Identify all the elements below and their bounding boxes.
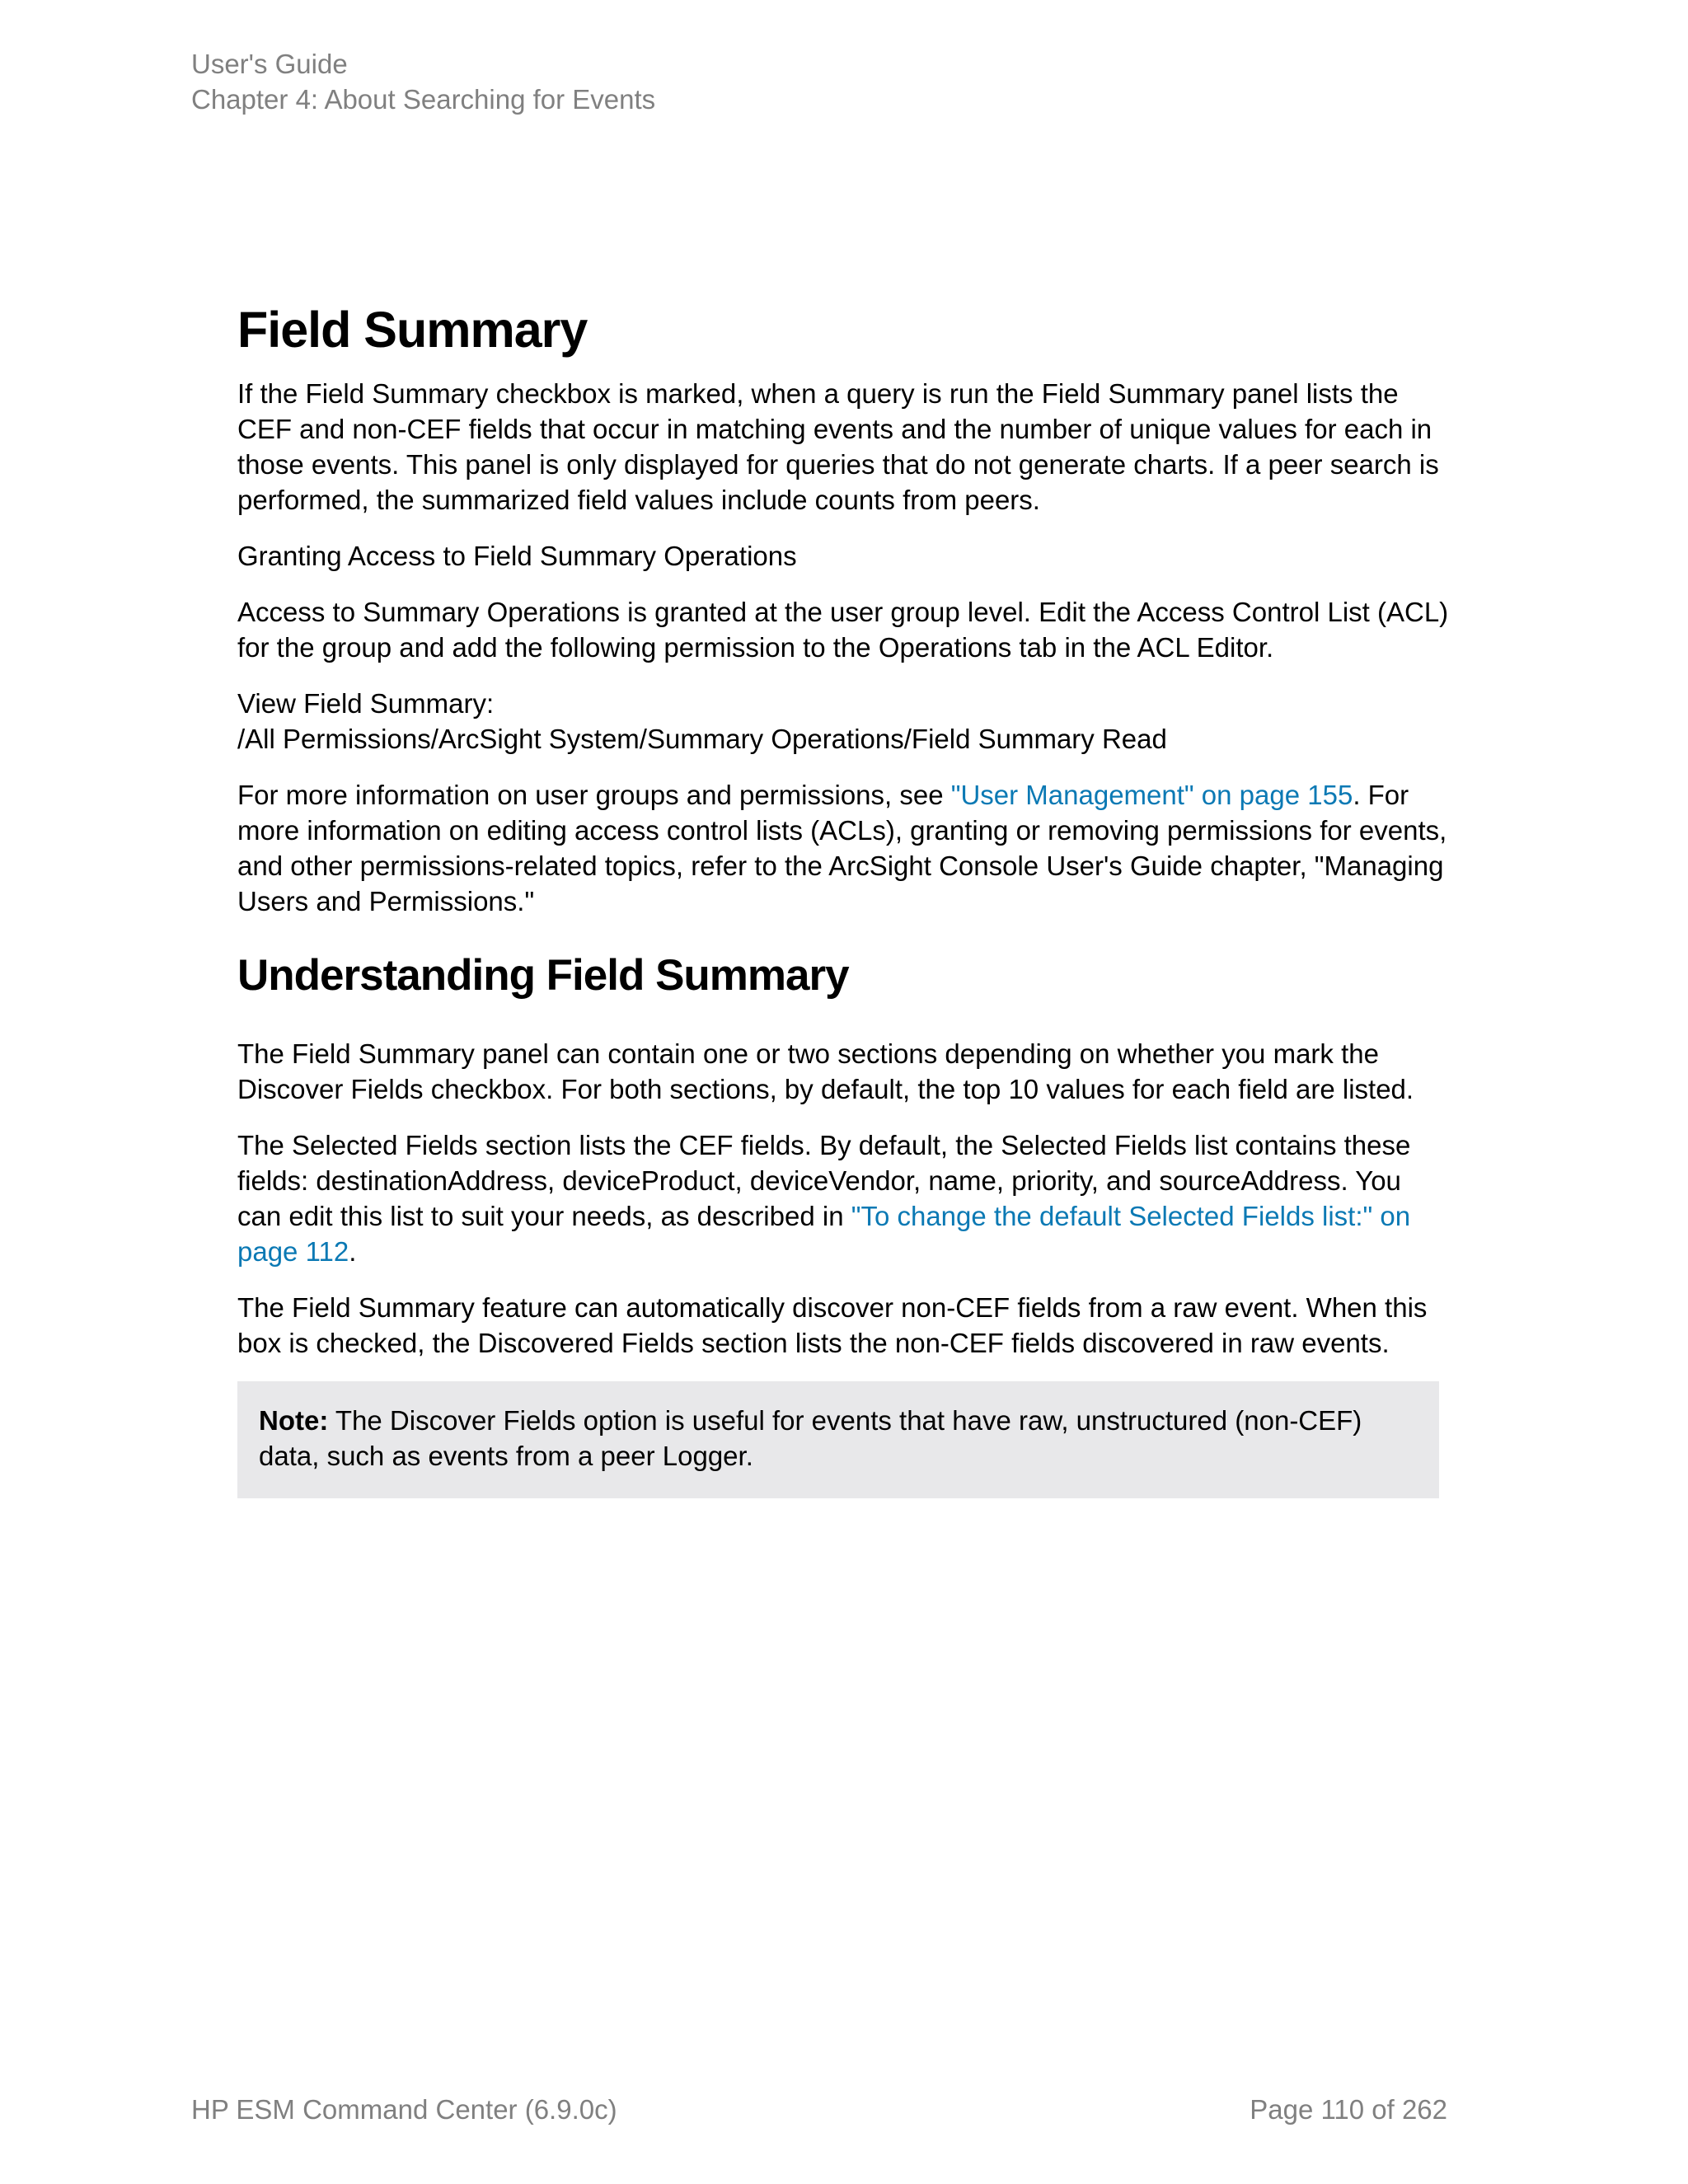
more-info-text-after: . For more information on editing access control lists (ACLs), granting or removing permissions for events, and other permissions-related topics, refer to the ArcSight Console User's Guide chapter, "Managing Users and Permissions." [237, 780, 1447, 916]
paragraph-access-acl: Access to Summary Operations is granted at the user group level. Edit the Access Control List (ACL) for the group and add the following permission to the Operations tab in the ACL Editor. [237, 597, 1449, 663]
paragraph-selected-fields [237, 1127, 1449, 1269]
more-info-text-before: For more information on user groups and permissions, see [237, 780, 951, 810]
paragraph-granting-access-heading: Granting Access to Field Summary Operations [237, 541, 797, 571]
note-label: Note: [259, 1405, 329, 1436]
running-header [191, 46, 655, 117]
footer-page-number: Page 110 of 262 [1250, 2094, 1447, 2125]
note-box [237, 1381, 1439, 1498]
header-guide-title: User's Guide [191, 49, 348, 79]
paragraph-permission-path [237, 686, 1449, 757]
paragraph-discovered-fields: The Field Summary feature can automatically discover non-CEF fields from a raw event. When this box is checked, the Discovered Fields section lists the non-CEF fields discovered in raw events. [237, 1292, 1428, 1358]
section-title-field-summary: Field Summary [237, 302, 588, 358]
link-change-selected-fields[interactable]: "To change the default Selected Fields list:" on page 112 [237, 1201, 1411, 1267]
note-text: The Discover Fields option is useful for events that have raw, unstructured (non-CEF) data, such as events from a peer Logger. [259, 1405, 1362, 1471]
section-title-understanding-field-summary: Understanding Field Summary [237, 951, 849, 1000]
permission-label: View Field Summary: [237, 688, 495, 719]
page-content [237, 297, 1449, 1498]
footer-product: HP ESM Command Center (6.9.0c) [191, 2094, 617, 2125]
note-paragraph [259, 1403, 1418, 1474]
link-user-management[interactable]: "User Management" on page 155 [950, 780, 1353, 810]
paragraph-field-summary-intro: If the Field Summary checkbox is marked, when a query is run the Field Summary panel lists the CEF and non-CEF fields that occur in matching events and the number of unique values for each in those events. This panel is only displayed for queries that do not generate charts. If a peer search is performed, the summarized field values include counts from peers. [237, 378, 1439, 515]
paragraph-more-information [237, 777, 1449, 919]
selected-fields-text-after: . [349, 1236, 357, 1267]
selected-fields-text-before: The Selected Fields section lists the CEF fields. By default, the Selected Fields list contains these fields: destinationAddress, deviceProduct, deviceVendor, name, priority, and sourceAddress. You can edit this list to suit your needs, as described in [237, 1130, 1411, 1231]
permission-path: /All Permissions/ArcSight System/Summary Operations/Field Summary Read [237, 724, 1167, 754]
paragraph-panel-sections: The Field Summary panel can contain one or two sections depending on whether you mark the Discover Fields checkbox. For both sections, by default, the top 10 values for each field are listed. [237, 1038, 1414, 1104]
header-chapter-title: Chapter 4: About Searching for Events [191, 84, 656, 115]
